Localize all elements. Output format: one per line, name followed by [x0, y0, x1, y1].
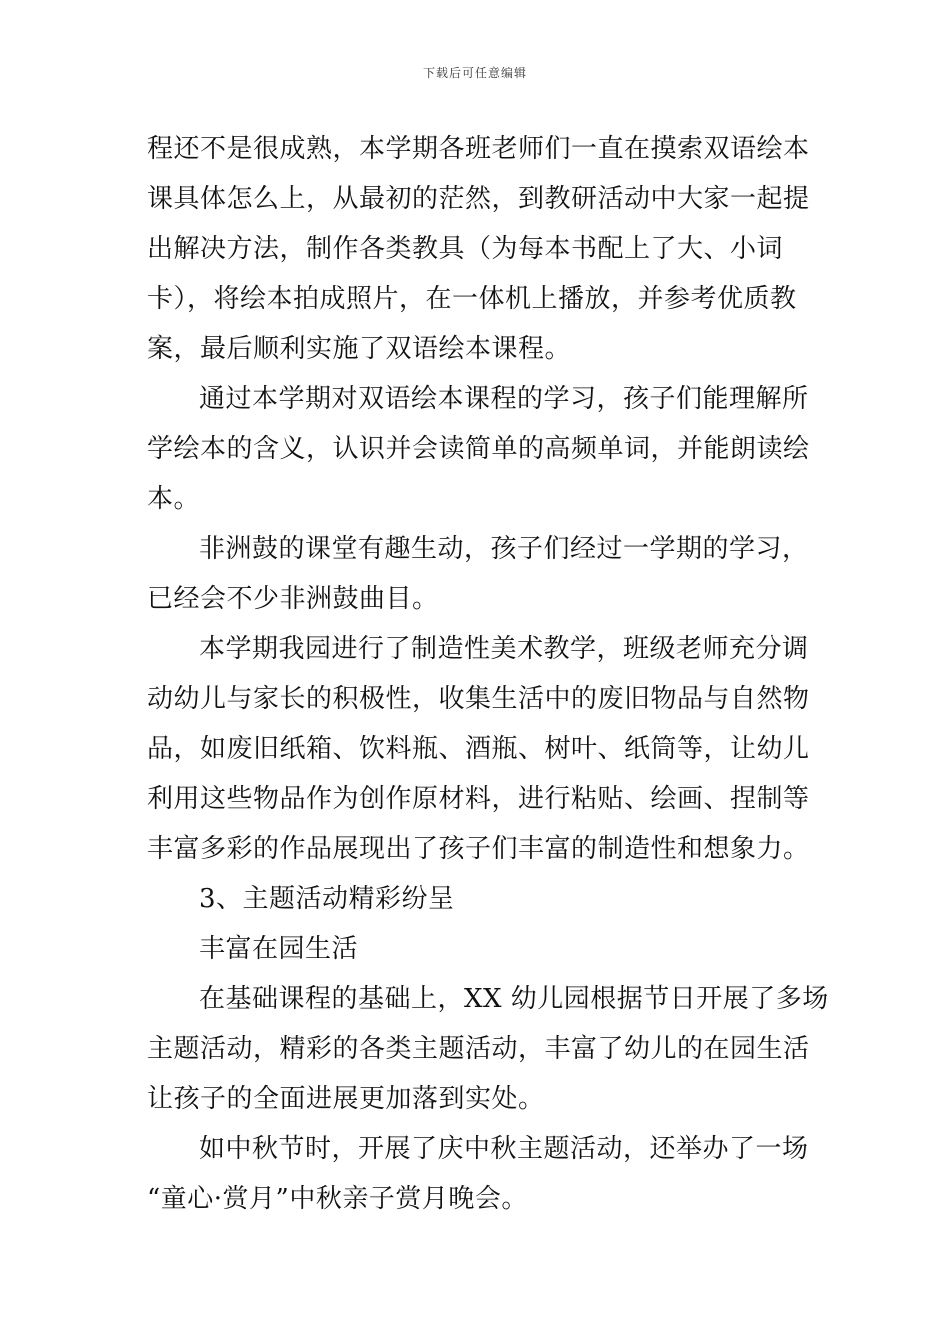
- text-line: 课具体怎么上，从最初的茫然，到教研活动中大家一起提: [147, 184, 810, 214]
- text-line: 丰富在园生活: [199, 934, 359, 964]
- text-line: 出解决方法，制作各类教具（为每本书配上了大、小词: [147, 234, 784, 264]
- text-line: 通过本学期对双语绘本课程的学习，孩子们能理解所: [199, 384, 809, 414]
- text-line: 品，如废旧纸箱、饮料瓶、酒瓶、树叶、纸筒等，让幼儿: [147, 734, 810, 764]
- text-line: 在基础课程的基础上，XX 幼儿园根据节日开展了多场: [199, 984, 829, 1014]
- text-line: 如中秋节时，开展了庆中秋主题活动，还举办了一场: [199, 1134, 809, 1164]
- text-line: 程还不是很成熟，本学期各班老师们一直在摸索双语绘本: [147, 134, 810, 164]
- text-line: 让孩子的全面进展更加落到实处。: [147, 1084, 545, 1114]
- page-header: 下载后可任意编辑: [422, 66, 527, 80]
- text-line: 本。: [147, 484, 201, 514]
- text-line: 丰富多彩的作品展现出了孩子们丰富的制造性和想象力。: [147, 834, 810, 864]
- text-line: 3、主题活动精彩纷呈: [199, 884, 455, 914]
- text-line: 非洲鼓的课堂有趣生动，孩子们经过一学期的学习，: [199, 534, 809, 564]
- document-body: [147, 124, 829, 1224]
- text-line: 动幼儿与家长的积极性，收集生活中的废旧物品与自然物: [147, 684, 810, 714]
- text-line: 卡），将绘本拍成照片，在一体机上播放，并参考优质教: [147, 284, 797, 314]
- text-line: 主题活动，精彩的各类主题活动，丰富了幼儿的在园生活: [147, 1034, 810, 1064]
- text-line: 已经会不少非洲鼓曲目。: [147, 584, 439, 614]
- text-line: 案，最后顺利实施了双语绘本课程。: [147, 334, 572, 364]
- text-line: 本学期我园进行了制造性美术教学，班级老师充分调: [199, 634, 809, 664]
- text-line: 学绘本的含义，认识并会读简单的高频单词，并能朗读绘: [147, 434, 810, 464]
- text-line: “童心·赏月”中秋亲子赏月晚会。: [147, 1184, 528, 1214]
- text-line: 利用这些物品作为创作原材料，进行粘贴、绘画、捏制等: [147, 784, 810, 814]
